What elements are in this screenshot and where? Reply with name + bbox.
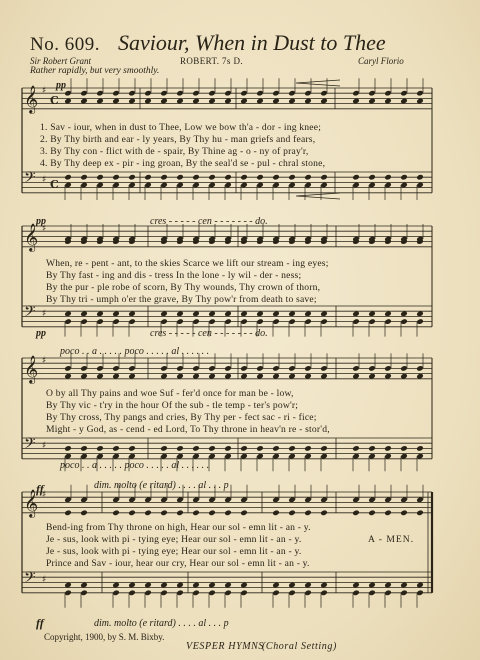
- book-subtitle: (Choral Setting): [262, 641, 337, 652]
- notehead: [112, 174, 120, 181]
- tune-name: ROBERT. 7s D.: [180, 56, 243, 66]
- system-4-dynamic: ff: [36, 482, 44, 496]
- notehead: [272, 445, 280, 452]
- lyric-line: 2. By Thy birth and ear - ly years, By Thy hu - man griefs and fears,: [40, 134, 316, 145]
- notehead: [256, 174, 264, 181]
- notehead: [224, 445, 232, 452]
- notehead: [224, 510, 232, 517]
- sharp-icon: ♯: [42, 86, 47, 96]
- sharp-icon: ♯: [42, 441, 47, 451]
- treble-clef-icon: 𝄞: [24, 85, 39, 113]
- notehead: [176, 510, 184, 517]
- lyric-line: O by all Thy pains and woe Suf - fer'd once for man be - low,: [46, 388, 294, 399]
- treble-clef-icon: 𝄞: [24, 489, 39, 517]
- bass-clef-icon: 𝄢: [24, 569, 36, 590]
- lyric-line: By the pur - ple robe of scorn, By Thy wounds, Thy crown of thorn,: [46, 282, 321, 293]
- tempo-marking: Rather rapidly, but very smoothly.: [30, 66, 160, 76]
- notehead: [160, 174, 168, 181]
- notehead: [64, 510, 72, 517]
- lyric-line: 1. Sav - iour, when in dust to Thee, Low we bow th'a - dor - ing knee;: [40, 122, 322, 133]
- notehead: [304, 174, 312, 181]
- copyright-notice: Copyright, 1900, by S. M. Bixby.: [44, 632, 165, 642]
- notehead: [64, 174, 72, 181]
- notehead: [240, 510, 248, 517]
- sharp-icon: ♯: [42, 224, 47, 234]
- notehead: [80, 510, 88, 517]
- hymn-title: Saviour, When in Dust to Thee: [118, 30, 386, 55]
- notehead: [112, 445, 120, 452]
- lyric-line: By Thy cross, Thy pangs and cries, By Thy per - fect sac - ri - fice;: [46, 412, 317, 423]
- lyric-line: 4. By Thy deep ex - pir - ing groan, By the seal'd se - pul - chral stone,: [40, 158, 326, 169]
- notehead: [176, 445, 184, 452]
- notehead: [400, 174, 408, 181]
- notehead: [416, 510, 424, 517]
- notehead: [416, 445, 424, 452]
- notehead: [64, 445, 72, 452]
- notehead: [352, 510, 360, 517]
- book-title: VESPER HYMNS: [186, 641, 265, 652]
- lyric-line: Je - sus, look with pi - tying eye; Hear our sol - emn lit - an - y.: [46, 534, 302, 545]
- notehead: [80, 445, 88, 452]
- system-4-bottom-marks: dim. molto (e ritard) . . . . al . . . p: [94, 618, 229, 629]
- system-4-marks: dim. molto (e ritard) . . . . al . . . p: [94, 480, 229, 491]
- notehead: [80, 174, 88, 181]
- hymn-number: No. 609.: [30, 34, 100, 55]
- sharp-icon: ♯: [42, 175, 47, 185]
- notehead: [256, 445, 264, 452]
- lyric-line: Might - y God, as - cend - ed Lord, To Thy throne in heav'n re - stor'd,: [46, 424, 330, 435]
- bass-clef-icon: 𝄢: [24, 169, 36, 190]
- lyric-line: When, re - pent - ant, to the skies Scarce we lift our stream - ing eyes;: [46, 258, 329, 269]
- time-signature-icon: C: [50, 94, 59, 107]
- lyric-line: By Thy tri - umph o'er the grave, By Thy pow'r from death to save;: [46, 294, 317, 305]
- system-1-dynamic: pp: [56, 80, 66, 91]
- notehead: [240, 445, 248, 452]
- notehead: [320, 445, 328, 452]
- notehead: [160, 510, 168, 517]
- lyric-line: Je - sus, look with pi - tying eye; Hear our sol - emn lit - an - y.: [46, 546, 302, 557]
- composer-credit: Caryl Florio: [358, 56, 404, 66]
- notehead: [384, 445, 392, 452]
- notehead: [320, 174, 328, 181]
- notehead: [416, 174, 424, 181]
- notehead: [128, 445, 136, 452]
- notehead: [208, 445, 216, 452]
- notehead: [192, 510, 200, 517]
- notehead: [400, 510, 408, 517]
- crescendo-hairpin: [296, 193, 340, 199]
- notehead: [304, 445, 312, 452]
- notehead: [384, 510, 392, 517]
- notehead: [368, 445, 376, 452]
- notehead: [192, 445, 200, 452]
- notehead: [224, 174, 232, 181]
- lyric-line: Bend-ing from Thy throne on high, Hear our sol - emn lit - an - y.: [46, 522, 311, 533]
- notehead: [304, 510, 312, 517]
- treble-clef-icon: 𝄞: [24, 355, 39, 383]
- notehead: [368, 510, 376, 517]
- notehead: [160, 445, 168, 452]
- notehead: [176, 174, 184, 181]
- notehead: [112, 510, 120, 517]
- system-3-bottom-marks: poco . . a . . . . . poco . . . . . al . . . . . .: [60, 460, 210, 471]
- notehead: [368, 174, 376, 181]
- notehead: [128, 174, 136, 181]
- sharp-icon: ♯: [42, 309, 47, 319]
- notehead: [288, 445, 296, 452]
- notehead: [272, 510, 280, 517]
- lyric-line: 3. By Thy con - flict with de - spair, By Thine ag - o - ny of pray'r,: [40, 146, 309, 157]
- notehead: [320, 510, 328, 517]
- notehead: [352, 174, 360, 181]
- notehead: [352, 445, 360, 452]
- notehead: [288, 510, 296, 517]
- sharp-icon: ♯: [42, 490, 47, 500]
- system-2-bottom-marks: cres - - - - - cen - - - - - - - do.: [150, 328, 268, 339]
- system-2-bottom-dynamic: pp: [36, 328, 46, 339]
- notehead: [192, 174, 200, 181]
- system-4-bottom-dynamic: ff: [36, 616, 44, 630]
- notehead: [240, 174, 248, 181]
- notehead: [384, 174, 392, 181]
- notehead: [96, 445, 104, 452]
- sharp-icon: ♯: [42, 575, 47, 585]
- author-credit: Sir Robert Grant: [30, 56, 92, 66]
- lyric-line: Prince and Sav - iour, hear our cry, Hear our sol - emn lit - an - y.: [46, 558, 310, 569]
- notehead: [208, 174, 216, 181]
- notehead: [144, 510, 152, 517]
- notehead: [128, 510, 136, 517]
- system-3-marks: poco . . a . . . . . poco . . . . . al . . . . . .: [60, 346, 210, 357]
- crescendo-hairpin: [296, 80, 340, 86]
- notehead: [144, 174, 152, 181]
- lyric-line: By Thy fast - ing and dis - tress In the lone - ly wil - der - ness;: [46, 270, 302, 281]
- notehead: [400, 445, 408, 452]
- sharp-icon: ♯: [42, 356, 47, 366]
- notehead: [96, 174, 104, 181]
- notehead: [208, 510, 216, 517]
- system-2-dynamic: pp: [36, 216, 46, 227]
- bass-clef-icon: 𝄢: [24, 303, 36, 324]
- system-2-marks: cres - - - - - cen - - - - - - - do.: [150, 216, 268, 227]
- lyric-line: By Thy vic - t'ry in the hour Of the sub - tle temp - ter's pow'r;: [46, 400, 299, 411]
- bass-clef-icon: 𝄢: [24, 435, 36, 456]
- amen-text: A - MEN.: [368, 534, 415, 545]
- time-signature-icon: C: [50, 178, 59, 191]
- treble-clef-icon: 𝄞: [24, 223, 39, 251]
- notehead: [272, 174, 280, 181]
- notehead: [288, 174, 296, 181]
